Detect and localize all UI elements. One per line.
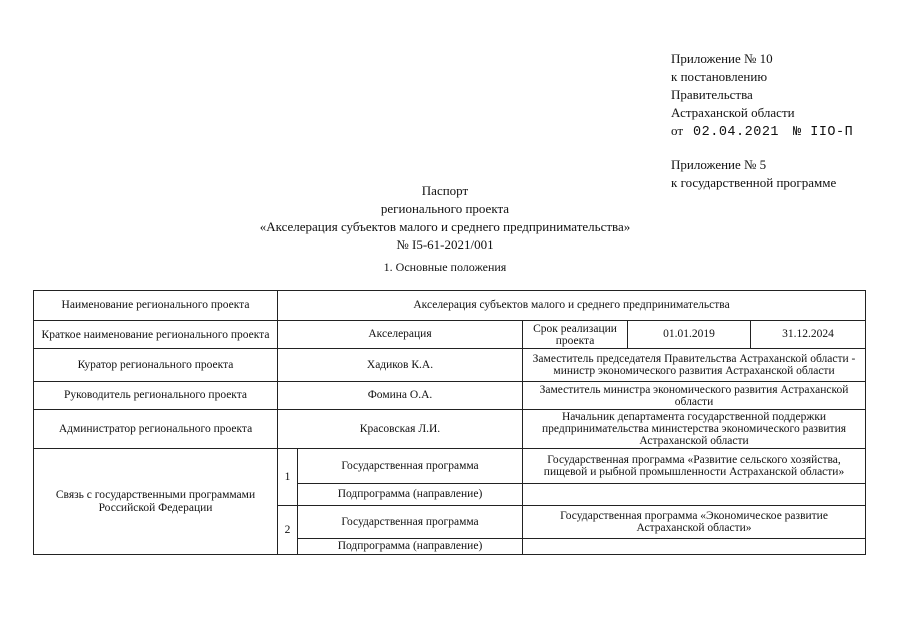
appendix-line: к государственной программе <box>671 175 837 190</box>
table-row <box>34 349 866 382</box>
appendix-line: Приложение № 5 <box>671 157 767 172</box>
person-position: Заместитель министра экономического развития Астраханской области <box>523 382 866 410</box>
row-label: Краткое наименование регионального проекта <box>34 321 278 349</box>
subprogram-label: Подпрограмма (направление) <box>298 539 523 555</box>
row-label: Наименование регионального проекта <box>34 291 278 321</box>
program-value: Государственная программа «Экономическое развитие Астраханской области» <box>523 506 866 539</box>
appendix-line: к постановлению <box>671 69 768 84</box>
program-label: Государственная программа <box>298 506 523 539</box>
start-date: 01.01.2019 <box>628 321 751 349</box>
passport-table <box>33 290 866 555</box>
title-line: Паспорт <box>421 183 469 198</box>
section-title: 1. Основные положения <box>383 260 507 274</box>
program-value: Государственная программа «Развитие сельского хозяйства, пищевой и рыбной промышленности Астраханской области» <box>523 449 866 484</box>
short-name-value: Акселерация <box>278 321 523 349</box>
appendix-line: Астраханской области <box>671 105 795 120</box>
program-number: 1 <box>278 449 298 506</box>
decree-date: 02.04.2021 <box>693 125 780 140</box>
row-label: Куратор регионального проекта <box>34 349 278 382</box>
appendix-block <box>671 50 853 192</box>
table-row <box>34 321 866 349</box>
appendix-date-line <box>671 122 853 142</box>
person-name: Хадиков К.А. <box>278 349 523 382</box>
program-number: 2 <box>278 506 298 555</box>
subprogram-label: Подпрограмма (направление) <box>298 484 523 506</box>
decree-number: № IIO-П <box>793 125 854 140</box>
table-row <box>34 382 866 410</box>
handwritten-date <box>693 125 853 140</box>
project-name-value: Акселерация субъектов малого и среднего предпринимательства <box>278 291 866 321</box>
person-name: Красовская Л.И. <box>278 410 523 449</box>
program-label: Государственная программа <box>298 449 523 484</box>
appendix-line: Правительства <box>671 87 753 102</box>
date-prefix: от <box>671 123 684 138</box>
term-label: Срок реализации проекта <box>523 321 628 349</box>
document-heading <box>30 182 860 276</box>
row-label: Руководитель регионального проекта <box>34 382 278 410</box>
table-row <box>34 291 866 321</box>
table-row <box>34 410 866 449</box>
project-number: № I5-61-2021/001 <box>396 237 494 252</box>
table-row <box>34 449 866 484</box>
person-position: Начальник департамента государственной поддержки предпринимательства министерства экономического развития Астраханской области <box>523 410 866 449</box>
appendix-line: Приложение № 10 <box>671 51 773 66</box>
title-line: регионального проекта <box>380 201 510 216</box>
subprogram-value <box>523 484 866 506</box>
end-date: 31.12.2024 <box>751 321 866 349</box>
person-name: Фомина О.А. <box>278 382 523 410</box>
person-position: Заместитель председателя Правительства Астраханской области - министр экономического развития Астраханской области <box>523 349 866 382</box>
row-label: Связь с государственными программами Российской Федерации <box>34 449 278 555</box>
subprogram-value <box>523 539 866 555</box>
spacer <box>671 142 853 156</box>
title-line: «Акселерация субъектов малого и среднего предпринимательства» <box>259 219 631 234</box>
row-label: Администратор регионального проекта <box>34 410 278 449</box>
